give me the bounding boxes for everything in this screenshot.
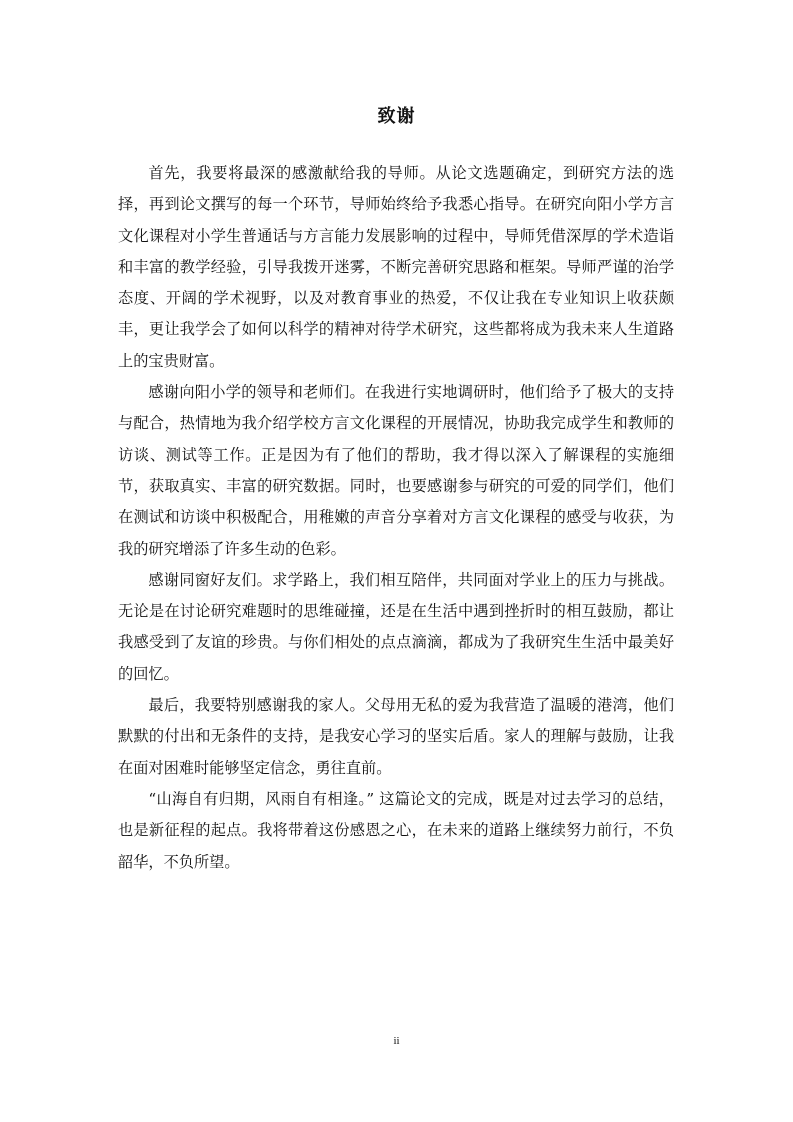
page-number: ii xyxy=(393,1035,400,1047)
paragraph-closing: “山海自有归期，风雨自有相逢。” 这篇论文的完成，既是对过去学习的总结，也是新征程的起点。我将带着这份感恩之心，在未来的道路上继续努力前行，不负韶华，不负所望。 xyxy=(118,789,674,871)
paragraph-school: 感谢向阳小学的领导和老师们。在我进行实地调研时，他们给予了极大的支持与配合，热情地为我介绍学校方言文化课程的开展情况，协助我完成学生和教师的访谈、测试等工作。正是因为有了他们的帮助，我才得以深入了解课程的实施细节，获取真实、丰富的研究数据。同时，也要感谢参与研究的可爱的同学们，他们在测试和访谈中积极配合，用稚嫩的声音分享着对方言文化课程的感受与收获，为我的研究增添了许多生动的色彩。 xyxy=(118,383,674,558)
page-title: 致谢 xyxy=(377,106,416,127)
acknowledgement-body xyxy=(118,158,674,878)
paragraph-family: 最后，我要特别感谢我的家人。父母用无私的爱为我营造了温暖的港湾，他们默默的付出和无条件的支持，是我安心学习的坚实后盾。家人的理解与鼓励，让我在面对困难时能够坚定信念，勇往直前。 xyxy=(118,696,674,777)
paragraph-classmates: 感谢同窗好友们。求学路上，我们相互陪伴，共同面对学业上的压力与挑战。无论是在讨论研究难题时的思维碰撞，还是在生活中遇到挫折时的相互鼓励，都让我感受到了友谊的珍贵。与你们相处的点点滴滴，都成为了我研究生生活中最美好的回忆。 xyxy=(118,570,674,683)
paragraph-advisor: 首先，我要将最深的感激献给我的导师。从论文选题确定，到研究方法的选择，再到论文撰写的每一个环节，导师始终给予我悉心指导。在研究向阳小学方言文化课程对小学生普通话与方言能力发展影响的过程中，导师凭借深厚的学术造诣和丰富的教学经验，引导我拨开迷雾，不断完善研究思路和框架。导师严谨的治学态度、开阔的学术视野，以及对教育事业的热爱，不仅让我在专业知识上收获颇丰，更让我学会了如何以科学的精神对待学术研究，这些都将成为我未来人生道路上的宝贵财富。 xyxy=(118,164,674,370)
